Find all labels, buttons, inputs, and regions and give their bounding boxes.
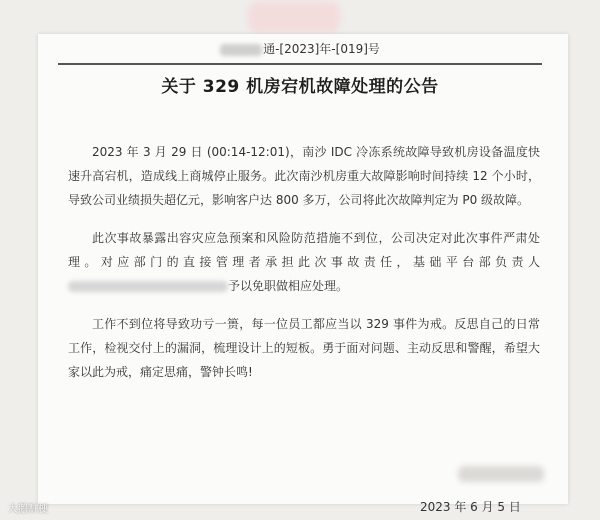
paragraph-1: 2023 年 3 月 29 日 (00:14-12:01)，南沙 IDC 冷冻系统故障导致机房设备温度快速升高宕机，造成线上商城停止服务。此次南沙机房重大故障影响时间持续 12 个小时，导致公司业绩损失超亿元，影响客户达 800 多万，公司将此次故障判定为 P0 级故障。 <box>68 145 540 207</box>
redacted-signature <box>458 466 544 482</box>
document-body <box>68 140 540 398</box>
document-title: 关于 329 机房宕机故障处理的公告 <box>161 77 439 97</box>
header-rule <box>58 63 542 65</box>
document-number-text: 通-[2023]年-[019]号 <box>263 42 380 56</box>
paragraph-2-start: 此次事故暴露出容灾应急预案和风险防范措施不到位，公司决定对此次事件严肃处理。对应部门的直接管理者承担此次事故责任，基础平台部负责人 <box>68 231 540 269</box>
redacted-top-mark <box>248 2 340 32</box>
watermark: 大鹅赃梗 <box>8 504 48 515</box>
redacted-org-name <box>220 44 262 56</box>
paragraph-2-end: 予以免职做相应处理。 <box>228 279 349 293</box>
document-number <box>0 40 600 57</box>
redacted-person-name <box>68 281 228 292</box>
paragraph-3: 工作不到位将导致功亏一篑，每一位员工都应当以 329 事件为戒。反思自己的日常工作，检视交付上的漏洞，梳理设计上的短板。勇于面对问题、主动反思和警醒，希望大家以此为戒，痛定思痛，警钟长鸣! <box>68 317 540 379</box>
paragraph-2 <box>68 226 540 298</box>
document-date: 2023 年 6 月 5 日 <box>420 500 521 514</box>
